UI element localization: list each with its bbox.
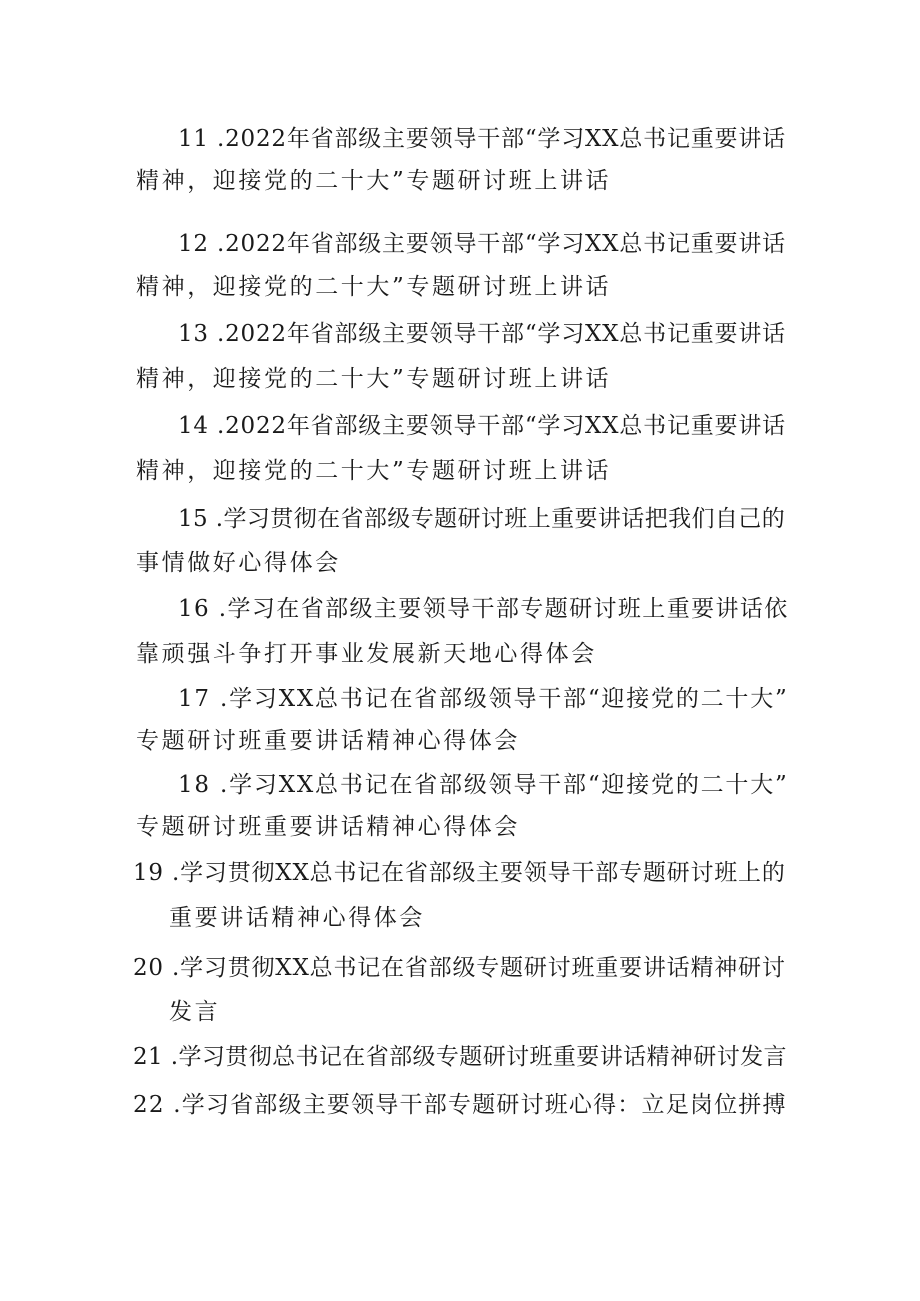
item-title: .学习省部级主要领导干部专题研讨班心得：立足岗位拼搏 — [173, 1092, 787, 1118]
item-title: .学习贯彻总书记在省部级专题研讨班重要讲话精神研讨发言 — [170, 1044, 787, 1070]
item-title: .学习XX总书记在省部级领导干部“迎接党的二十大” — [220, 686, 789, 712]
list-item-first-line — [133, 1042, 787, 1072]
list-item-continuation: 精神，迎接党的二十大”专题研讨班上讲话 — [136, 366, 612, 392]
list-item-continuation: 发言 — [169, 999, 221, 1025]
item-number: 20 — [133, 955, 164, 981]
item-number: 12 — [178, 231, 209, 257]
item-number: 22 — [133, 1092, 165, 1118]
list-item-first-line — [178, 124, 786, 154]
list-item-first-line — [133, 1090, 787, 1120]
item-number: 17 — [178, 686, 211, 712]
list-item-continuation: 靠顽强斗争打开事业发展新天地心得体会 — [136, 641, 597, 667]
list-item-continuation: 精神，迎接党的二十大”专题研讨班上讲话 — [136, 168, 612, 194]
list-item-first-line — [178, 411, 786, 441]
item-number: 19 — [133, 860, 164, 886]
list-item-first-line — [133, 858, 786, 888]
item-number: 14 — [178, 413, 209, 439]
list-item-continuation: 重要讲话精神心得体会 — [169, 905, 425, 931]
list-item-first-line — [178, 594, 789, 624]
item-title: .学习贯彻在省部级专题研讨班上重要讲话把我们自己的 — [215, 506, 786, 532]
list-item-first-line — [178, 684, 789, 714]
list-item-continuation: 精神，迎接党的二十大”专题研讨班上讲话 — [136, 274, 612, 300]
item-title: .学习贯彻XX总书记在省部级专题研讨班重要讲话精神研讨 — [172, 955, 786, 981]
list-item-first-line — [178, 770, 789, 800]
list-item-continuation: 精神，迎接党的二十大”专题研讨班上讲话 — [136, 458, 612, 484]
item-title: .学习XX总书记在省部级领导干部“迎接党的二十大” — [220, 772, 789, 798]
list-item-continuation: 事情做好心得体会 — [136, 550, 341, 576]
list-item-first-line — [133, 953, 786, 983]
item-number: 16 — [178, 596, 211, 622]
list-item-first-line — [178, 504, 785, 534]
item-title: .2022年省部级主要领导干部“学习XX总书记重要讲话 — [217, 413, 786, 439]
item-number: 15 — [178, 506, 209, 532]
list-item-first-line — [178, 229, 786, 259]
item-title: .学习在省部级主要领导干部专题研讨班上重要讲话依 — [218, 596, 789, 622]
list-item-first-line — [178, 319, 786, 349]
list-item-continuation: 专题研讨班重要讲话精神心得体会 — [136, 728, 520, 754]
item-number: 13 — [178, 321, 209, 347]
item-number: 21 — [133, 1044, 164, 1070]
item-title: .2022年省部级主要领导干部“学习XX总书记重要讲话 — [217, 126, 786, 152]
item-title: .2022年省部级主要领导干部“学习XX总书记重要讲话 — [217, 231, 786, 257]
item-number: 18 — [178, 772, 211, 798]
item-title: .2022年省部级主要领导干部“学习XX总书记重要讲话 — [217, 321, 786, 347]
item-title: .学习贯彻XX总书记在省部级主要领导干部专题研讨班上的 — [172, 860, 786, 886]
item-number: 11 — [178, 126, 209, 152]
list-item-continuation: 专题研讨班重要讲话精神心得体会 — [136, 814, 520, 840]
